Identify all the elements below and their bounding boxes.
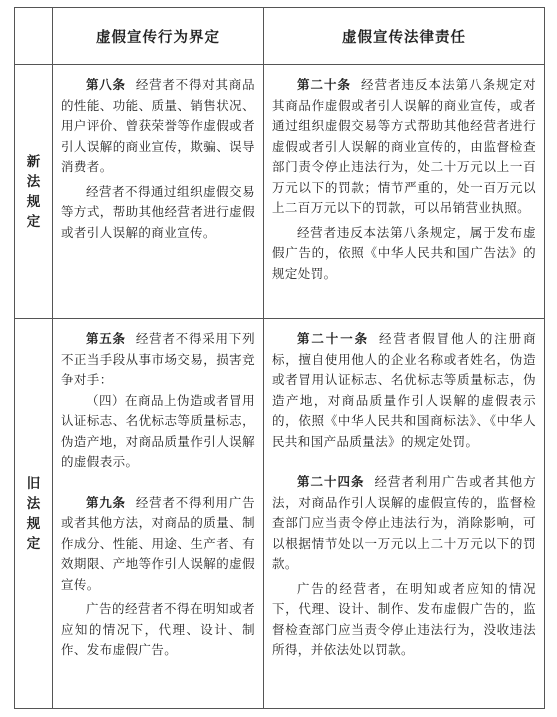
header-liability: 虚假宣传法律责任 bbox=[264, 8, 545, 65]
row-label-char: 定 bbox=[26, 213, 41, 230]
paragraph-text: 经营者假冒他人的注册商标，擅自使用他人的企业名称或者姓名，伪造或者冒用认证标志、名优标志等质量标志，伪造产地，对商品质量作引人误解的虚假表示的，依照《中华人民共和国商标法》、《中华人民共和国产品质量法》的规定处罚。 bbox=[272, 331, 536, 449]
row-label-char: 旧 bbox=[26, 475, 41, 492]
paragraph-text: （四）在商品上伪造或者冒用认证标志、名优标志等质量标志，伪造产地，对商品质量作引人误解的虚假表示。 bbox=[61, 392, 255, 469]
paragraph bbox=[61, 75, 255, 178]
paragraph bbox=[61, 329, 255, 391]
paragraph-text: 经营者不得对其商品的性能、功能、质量、销售状况、用户评价、曾获荣誉等作虚假或者引人误解的商业宣传，欺骗、误导消费者。 bbox=[61, 77, 255, 174]
row-label-char: 定 bbox=[26, 535, 41, 552]
paragraph bbox=[272, 75, 536, 219]
paragraph bbox=[61, 599, 255, 661]
article-number: 第二十条 bbox=[297, 77, 352, 92]
article-number: 第九条 bbox=[86, 494, 126, 510]
old-behavior-cell bbox=[53, 319, 264, 709]
paragraph-text: 经营者不得利用广告或者其他方法，对商品的质量、制作成分、性能、用途、生产者、有效期限、产地等作引人误解的虚假宣传。 bbox=[61, 494, 255, 592]
article-number: 第五条 bbox=[86, 331, 126, 346]
row-label-char: 规 bbox=[26, 515, 41, 532]
row-label-char: 法 bbox=[26, 173, 41, 190]
table-row-old-law bbox=[15, 319, 545, 709]
paragraph bbox=[272, 472, 536, 575]
paragraph bbox=[61, 182, 255, 244]
paragraph bbox=[272, 223, 536, 285]
header-behavior: 虚假宣传行为界定 bbox=[53, 8, 264, 65]
article-number: 第二十一条 bbox=[297, 331, 370, 346]
paragraph bbox=[272, 329, 536, 452]
table-row-new-law bbox=[15, 65, 545, 319]
header-corner-cell bbox=[15, 8, 53, 65]
paragraph-text: 广告的经营者不得在明知或者应知的情况下，代理、设计、制作、发布虚假广告。 bbox=[61, 601, 255, 657]
row-label-char: 新 bbox=[26, 153, 41, 170]
paragraph bbox=[61, 391, 255, 473]
row-label-old-law bbox=[15, 319, 53, 709]
paragraph-text: 经营者不得采用下列不正当手段从事市场交易，损害竞争对手： bbox=[61, 331, 255, 387]
new-liability-cell bbox=[264, 65, 545, 319]
paragraph-text: 经营者利用广告或者其他方法，对商品作引人误解的虚假宣传的，监督检查部门应当责令停止违法行为，消除影响，可以根据情节处以一万元以上二十万元以下的罚款。 bbox=[272, 474, 536, 571]
paragraph-text: 广告的经营者，在明知或者应知的情况下，代理、设计、制作、发布虚假广告的，监督检查部门应当责令停止违法行为，没收违法所得，并依法处以罚款。 bbox=[272, 580, 536, 657]
old-liability-cell bbox=[264, 319, 545, 709]
paragraph bbox=[61, 493, 255, 596]
row-label-char: 规 bbox=[26, 193, 41, 210]
paragraph-text: 经营者不得通过组织虚假交易等方式，帮助其他经营者进行虚假或者引人误解的商业宣传。 bbox=[61, 183, 255, 240]
row-label-char: 法 bbox=[26, 495, 41, 512]
new-behavior-cell bbox=[53, 65, 264, 319]
header-row bbox=[15, 8, 545, 65]
paragraph bbox=[272, 579, 536, 661]
paragraph-text: 经营者违反本法第八条规定，属于发布虚假广告的，依照《中华人民共和国广告法》的规定处罚。 bbox=[272, 224, 536, 281]
article-number: 第八条 bbox=[86, 77, 126, 92]
row-label-new-law bbox=[15, 65, 53, 319]
paragraph-text: 经营者违反本法第八条规定对其商品作虚假或者引人误解的商业宣传，或者通过组织虚假交易等方式帮助其他经营者进行虚假或者引人误解的商业宣传的，由监督检查部门责令停止违法行为，处二十万元以上一百万元以下的罚款；情节严重的，处一百万元以上二百万元以下的罚款，可以吊销营业执照。 bbox=[272, 77, 536, 215]
law-comparison-table bbox=[14, 7, 545, 709]
article-number: 第二十四条 bbox=[297, 474, 365, 489]
